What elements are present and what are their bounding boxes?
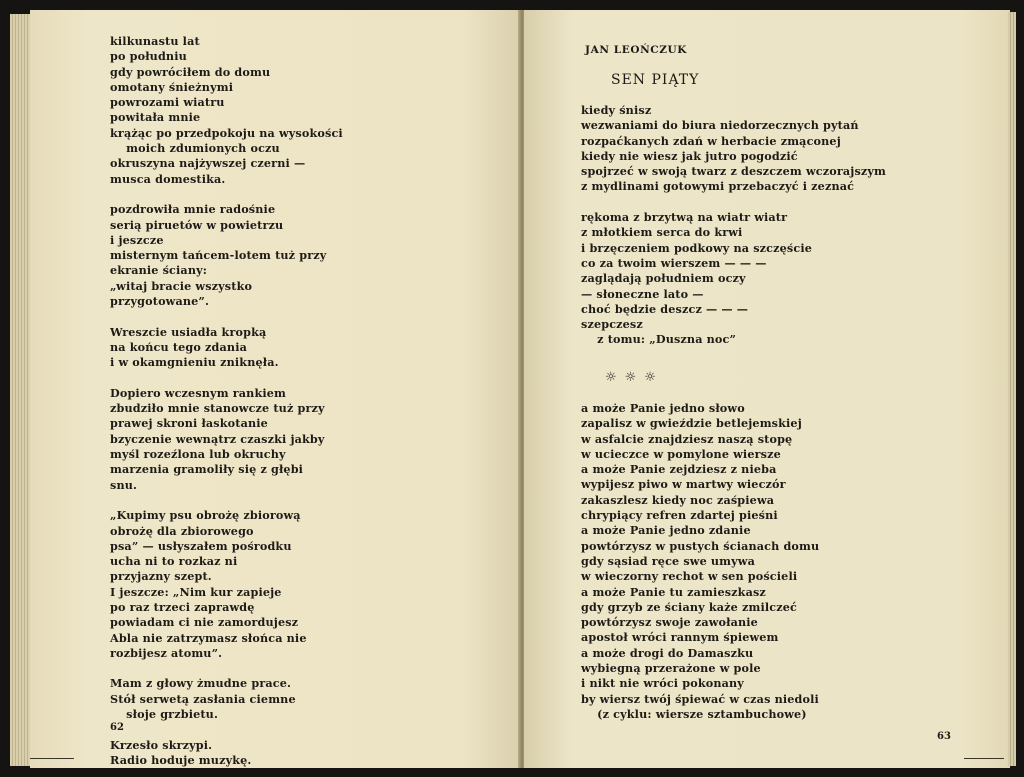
author-name: JAN LEOŃCZUK <box>585 44 688 56</box>
poem-text-1: kiedy śnisz wezwaniami do biura niedorzecznych pytań rozpaćkanych zdań w herbacie zmąconej kiedy nie wiesz jak jutro pogodzić spojrzeć w swoją twarz z deszczem wczorajszym z mydlinami gotowymi przebaczyć i zeznać rękoma z brzytwą na wiatr wiatr z młotkiem serca do krwi i brzęczeniem podkowy na szczęście co za twoim wierszem — — — zaglądają południem oczy — słoneczne lato — choć będzie deszcz — — — szepczesz z tomu: „Duszna noc” <box>581 103 887 347</box>
page-mark-right <box>964 758 1004 759</box>
poem-title: SEN PIĄTY <box>611 72 700 88</box>
open-book <box>10 10 1016 768</box>
poem-text-2: a może Panie jedno słowo zapalisz w gwieździe betlejemskiej w asfalcie znajdziesz naszą stopę w ucieczce w pomylone wiersze a może Panie zejdziesz z nieba wypijesz piwo w martwy wieczór zakaszlesz kiedy noc zaśpiewa chrypiący refren zdartej pieśni a może Panie jedno zdanie powtórzysz w pustych ścianach domu gdy sąsiad ręce swe umywa w wieczorny rechot w sen pościeli a może Panie tu zamieszkasz gdy grzyb ze ściany każe zmilczeć powtórzysz swoje zawołanie apostoł wróci rannym śpiewem a może drogi do Damaszku wybiegną przerażone w pole i nikt nie wróci pokonany by wiersz twój śpiewać w czas niedoli (z cyklu: wiersze sztambuchowe) <box>581 401 820 721</box>
right-page <box>524 10 1010 768</box>
page-number-left: 62 <box>110 722 124 733</box>
left-page-text: kilkunastu lat po południu gdy powróciłem do domu omotany śnieżnymi powrozami wiatru powitała mnie krążąc po przedpokoju na wysokości moich zdumionych oczu okruszyna najżywszej czerni — musca domestika. pozdrowiła mnie radośnie serią piruetów w powietrzu i jeszcze misternym tańcem-lotem tuż przy ekranie ściany: „witaj bracie wszystko przygotowane”. Wreszcie usiadła kropką na końcu tego zdania i w okamgnieniu zniknęła. Dopiero wczesnym rankiem zbudziło mnie stanowcze tuż przy prawej skroni łaskotanie bzyczenie wewnątrz czaszki jakby myśl rozeźlona lub okruchy marzenia gramoliły się z głębi snu. „Kupimy psu obrożę zbiorową obrożę dla zbiorowego psa” — usłyszałem pośrodku ucha ni to rozkaz ni przyjazny szept. I jeszcze: „Nim kur zapieje po raz trzeci zaprawdę powiadam ci nie zamordujesz Abla nie zatrzymasz słońca nie rozbijesz atomu”. Mam z głowy żmudne prace. Stół serwetą zasłania ciemne słoje grzbietu. Krzesło skrzypi. Radio hoduje muzykę. <box>110 34 343 767</box>
page-number-right: 63 <box>937 731 951 742</box>
section-divider-stars: ☼☼☼ <box>605 370 664 385</box>
left-page <box>30 10 522 768</box>
page-edges-right <box>1008 12 1016 766</box>
page-edges-left <box>10 14 32 766</box>
page-mark-left <box>30 758 74 759</box>
